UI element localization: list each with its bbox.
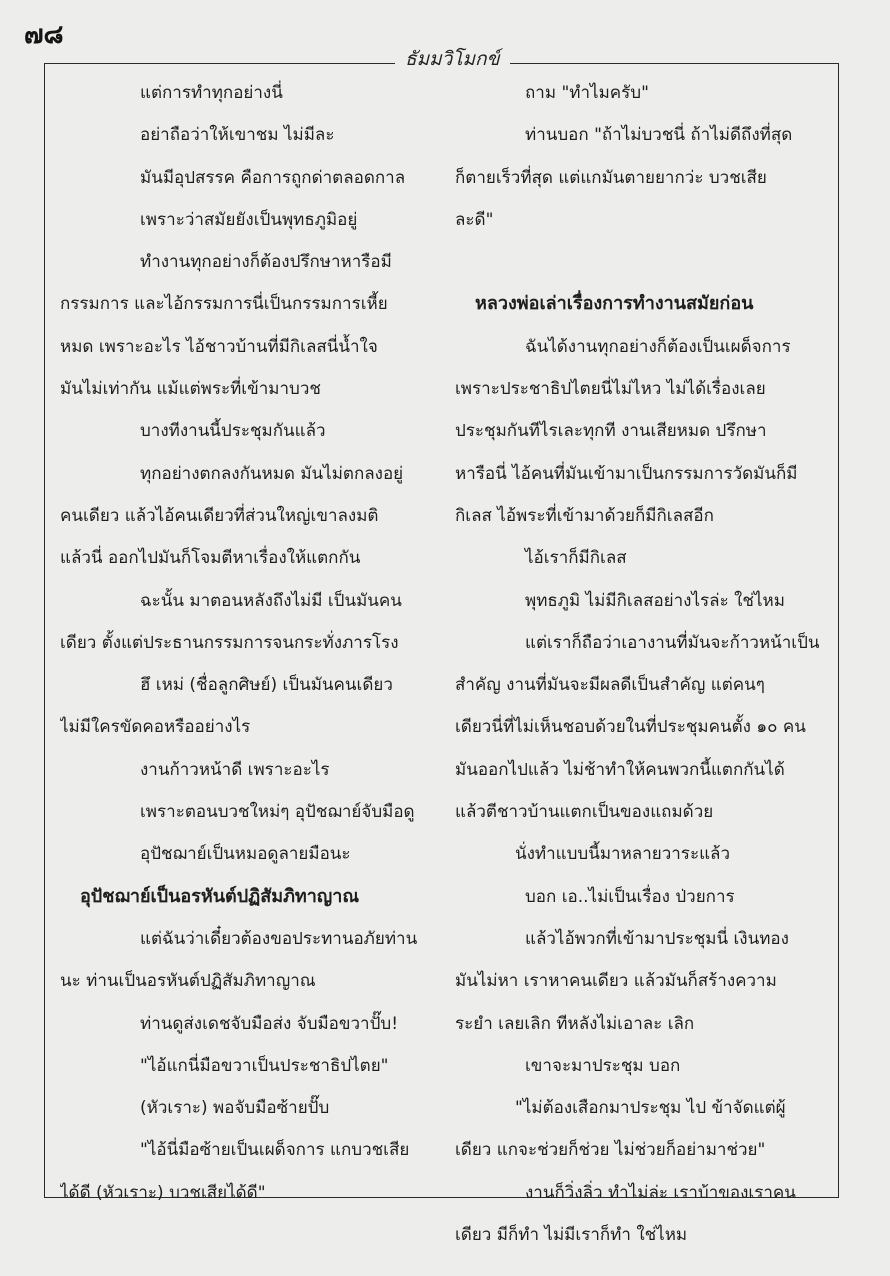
text-line: แล้วตีชาวบ้านแตกเป็นของแถมด้วย	[455, 802, 714, 823]
text-line: "ไม่ต้องเสือกมาประชุม ไป ข้าจัดแต่ผู้	[515, 1098, 786, 1119]
page-number: ๗๘	[24, 20, 64, 50]
text-line: แล้วนี่ ออกไปมันก็โจมตีหาเรื่องให้แตกกัน	[60, 548, 361, 569]
text-line: เดียว มีก็ทำ ไม่มีเราก็ทำ ใช่ไหม	[455, 1225, 688, 1246]
text-line: เพราะประชาธิปไตยนี่ไม่ไหว ไม่ได้เรื่องเลย	[455, 379, 766, 400]
text-line: นะ ท่านเป็นอรหันต์ปฏิสัมภิทาญาณ	[60, 971, 316, 992]
text-line: ทุกอย่างตกลงกันหมด มันไม่ตกลงอยู่	[140, 463, 404, 484]
text-line: แต่เราก็ถือว่าเอางานที่มันจะก้าวหน้าเป็น	[525, 632, 820, 653]
running-header: ธัมมวิโมกข์	[395, 44, 510, 74]
section-heading: หลวงพ่อเล่าเรื่องการทำงานสมัยก่อน	[475, 293, 754, 315]
text-line: งานก็วิ่งลิ่ว ทำไม่ล่ะ เราบ้าของเราคน	[525, 1182, 796, 1203]
text-line	[455, 241, 820, 283]
text-line: แต่ฉันว่าเดี๋ยวต้องขอประทานอภัยท่าน	[140, 928, 418, 949]
text-line: ก็ตายเร็วที่สุด แต่แกมันตายยากว่ะ บวชเสีย	[455, 167, 767, 188]
text-line: อย่าถือว่าให้เขาชม ไม่มีละ	[140, 125, 335, 146]
text-line: ฮึ เหม่ (ชื่อลูกศิษย์) เป็นมันคนเดียว	[140, 675, 393, 696]
text-line: มันมีอุปสรรค คือการถูกด่าตลอดกาล	[140, 167, 406, 188]
text-line: ละดี"	[455, 209, 494, 230]
text-line: ไม่มีใครขัดคอหรืออย่างไร	[60, 717, 251, 738]
text-line: ระยำ เลยเลิก ทีหลังไม่เอาละ เลิก	[455, 1013, 695, 1034]
text-line: ฉะนั้น มาตอนหลังถึงไม่มี เป็นมันคน	[140, 590, 402, 611]
text-line: หารือนี่ ไอ้คนที่มันเข้ามาเป็นกรรมการวัดมันก็มี	[455, 463, 798, 484]
text-line: แต่การทำทุกอย่างนี่	[140, 83, 283, 103]
text-line: เขาจะมาประชุม บอก	[525, 1055, 681, 1076]
text-line: มันไม่หา เราหาคนเดียว แล้วมันก็สร้างความ	[455, 971, 777, 992]
text-line: บางทีงานนี้ประชุมกันแล้ว	[140, 421, 326, 442]
text-line: ประชุมกันทีไรเละทุกที งานเสียหมด ปรึกษา	[455, 421, 767, 442]
text-line: กิเลส ไอ้พระที่เข้ามาด้วยก็มีกิเลสอีก	[455, 505, 714, 526]
text-line: มันออกไปแล้ว ไม่ช้าทำให้คนพวกนี้แตกกันได้	[455, 759, 785, 780]
section-heading: อุปัชฌาย์เป็นอรหันต์ปฏิสัมภิทาญาณ	[80, 885, 360, 907]
text-line: งานก้าวหน้าดี เพราะอะไร	[140, 759, 330, 780]
text-line: ไอ้เราก็มีกิเลส	[525, 548, 627, 569]
text-line: เพราะตอนบวชใหม่ๆ อุปัชฌาย์จับมือดู	[140, 802, 415, 823]
text-line: "ไอ้นี่มือซ้ายเป็นเผด็จการ แกบวชเสีย	[140, 1140, 410, 1161]
text-line: ถาม "ทำไมครับ"	[525, 83, 649, 103]
text-line: แล้วไอ้พวกที่เข้ามาประชุมนี่ เงินทอง	[525, 928, 789, 949]
text-line: เดียว ตั้งแต่ประธานกรรมการจนกระทั่งภารโรง	[60, 632, 399, 653]
text-line: กรรมการ และไอ้กรรมการนี่เป็นกรรมการเหี้ย	[60, 294, 388, 315]
left-text-column	[60, 72, 440, 1214]
text-line: เดียว แกจะช่วยก็ช่วย ไม่ช่วยก็อย่ามาช่วย"	[455, 1140, 766, 1161]
text-line: เพราะว่าสมัยยังเป็นพุทธภูมิอยู่	[140, 209, 358, 230]
text-line: บอก เอ..ไม่เป็นเรื่อง ป่วยการ	[525, 886, 735, 907]
text-line: "ไอ้แกนี่มือขวาเป็นประชาธิปไตย"	[140, 1055, 389, 1076]
text-line: อุปัชฌาย์เป็นหมอดูลายมือนะ	[140, 844, 351, 865]
text-line: ฉันได้งานทุกอย่างก็ต้องเป็นเผด็จการ	[525, 336, 791, 357]
text-line: (หัวเราะ) พอจับมือซ้ายปั๊บ	[140, 1098, 330, 1119]
text-line: ทำงานทุกอย่างก็ต้องปรึกษาหารือมี	[140, 252, 392, 273]
text-line: เดียวนี่ที่ไม่เห็นชอบด้วยในที่ประชุมคนตั้ง ๑๐ คน	[455, 717, 806, 738]
text-line: คนเดียว แล้วไอ้คนเดียวที่ส่วนใหญ่เขาลงมติ	[60, 505, 379, 526]
text-line: สำคัญ งานที่มันจะมีผลดีเป็นสำคัญ แต่คนๆ	[455, 675, 765, 696]
text-line: หมด เพราะอะไร ไอ้ชาวบ้านที่มีกิเลสนี่น้ำใจ	[60, 336, 378, 357]
text-line: พุทธภูมิ ไม่มีกิเลสอย่างไรล่ะ ใช่ไหม	[525, 590, 785, 611]
text-line: ได้ดี (หัวเราะ) บวชเสียได้ดี"	[60, 1182, 266, 1203]
text-line: มันไม่เท่ากัน แม้แต่พระที่เข้ามาบวช	[60, 379, 321, 400]
text-line: ท่านดูส่งเดชจับมือส่ง จับมือขวาปั๊บ!	[140, 1013, 399, 1034]
text-line: ท่านบอก "ถ้าไม่บวชนี่ ถ้าไม่ดีถึงที่สุด	[525, 125, 793, 146]
right-text-column	[455, 72, 820, 1256]
text-line: นั่งทำแบบนี้มาหลายวาระแล้ว	[515, 844, 730, 865]
